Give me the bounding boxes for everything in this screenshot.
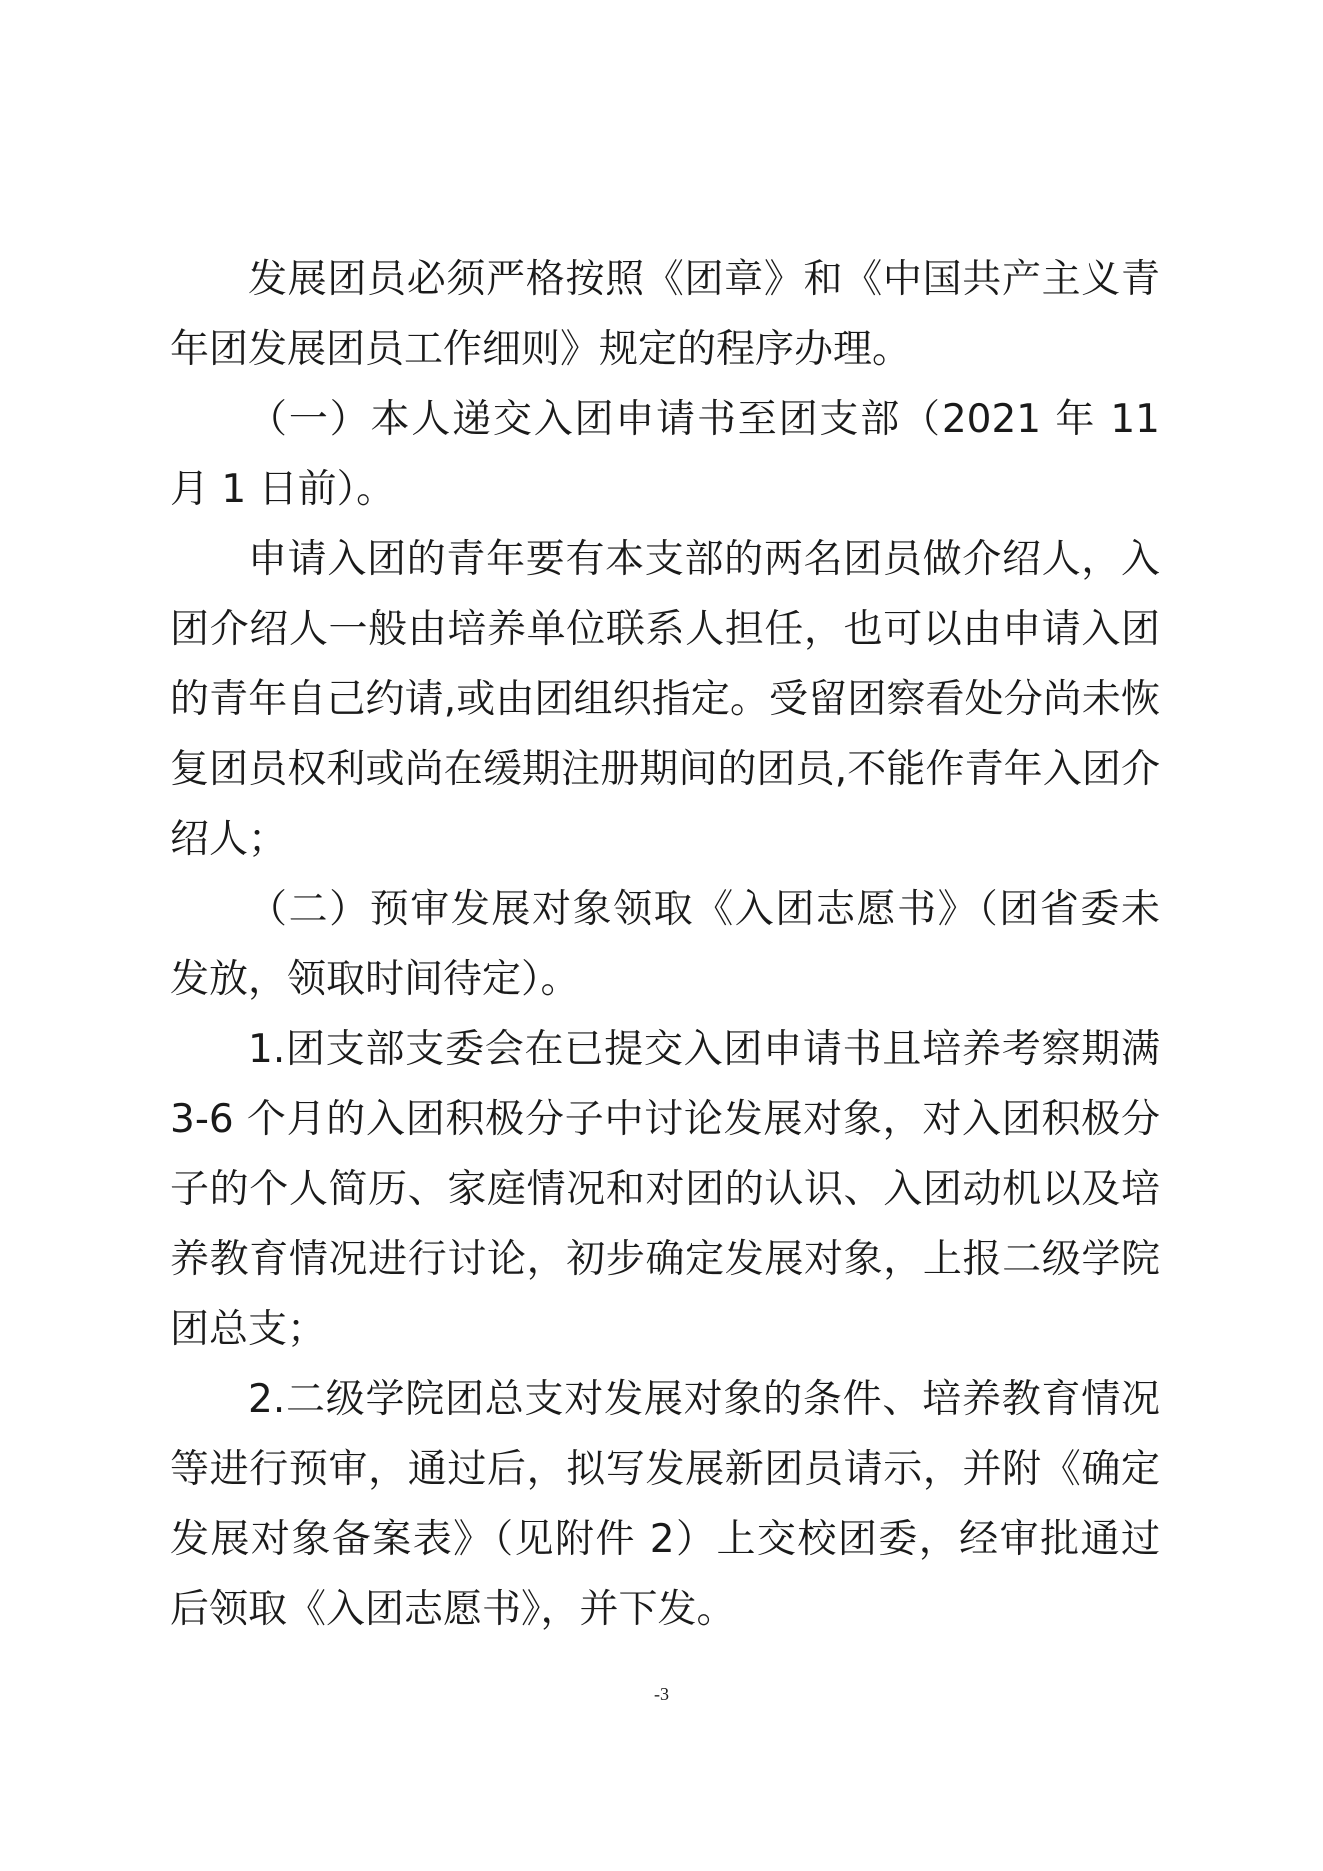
paragraph-item-2: 2.二级学院团总支对发展对象的条件、培养教育情况等进行预审，通过后，拟写发展新团员请示，并附《确定发展对象备案表》（见附件 2）上交校团委，经审批通过后领取《入团志愿书》，并下发。 bbox=[170, 1377, 1160, 1632]
page-number: -3 bbox=[654, 1684, 669, 1704]
paragraph-step-1: （一）本人递交入团申请书至团支部（2021 年 11 月 1 日前）。 bbox=[170, 397, 1160, 512]
paragraph-step-2: （二）预审发展对象领取《入团志愿书》（团省委未发放，领取时间待定）。 bbox=[170, 887, 1160, 1002]
paragraph-item-1: 1.团支部支委会在已提交入团申请书且培养考察期满 3-6 个月的入团积极分子中讨论发展对象，对入团积极分子的个人简历、家庭情况和对团的认识、入团动机以及培养教育情况进行讨论，初步确定发展对象，上报二级学院团总支； bbox=[170, 1027, 1160, 1352]
body-text bbox=[170, 245, 1160, 1645]
paragraph-intro: 发展团员必须严格按照《团章》和《中国共产主义青年团发展团员工作细则》规定的程序办理。 bbox=[170, 257, 1160, 372]
paragraph-introducer: 申请入团的青年要有本支部的两名团员做介绍人，入团介绍人一般由培养单位联系人担任，也可以由申请入团的青年自己约请,或由团组织指定。受留团察看处分尚未恢复团员权利或尚在缓期注册期间的团员,不能作青年入团介绍人； bbox=[170, 537, 1160, 862]
